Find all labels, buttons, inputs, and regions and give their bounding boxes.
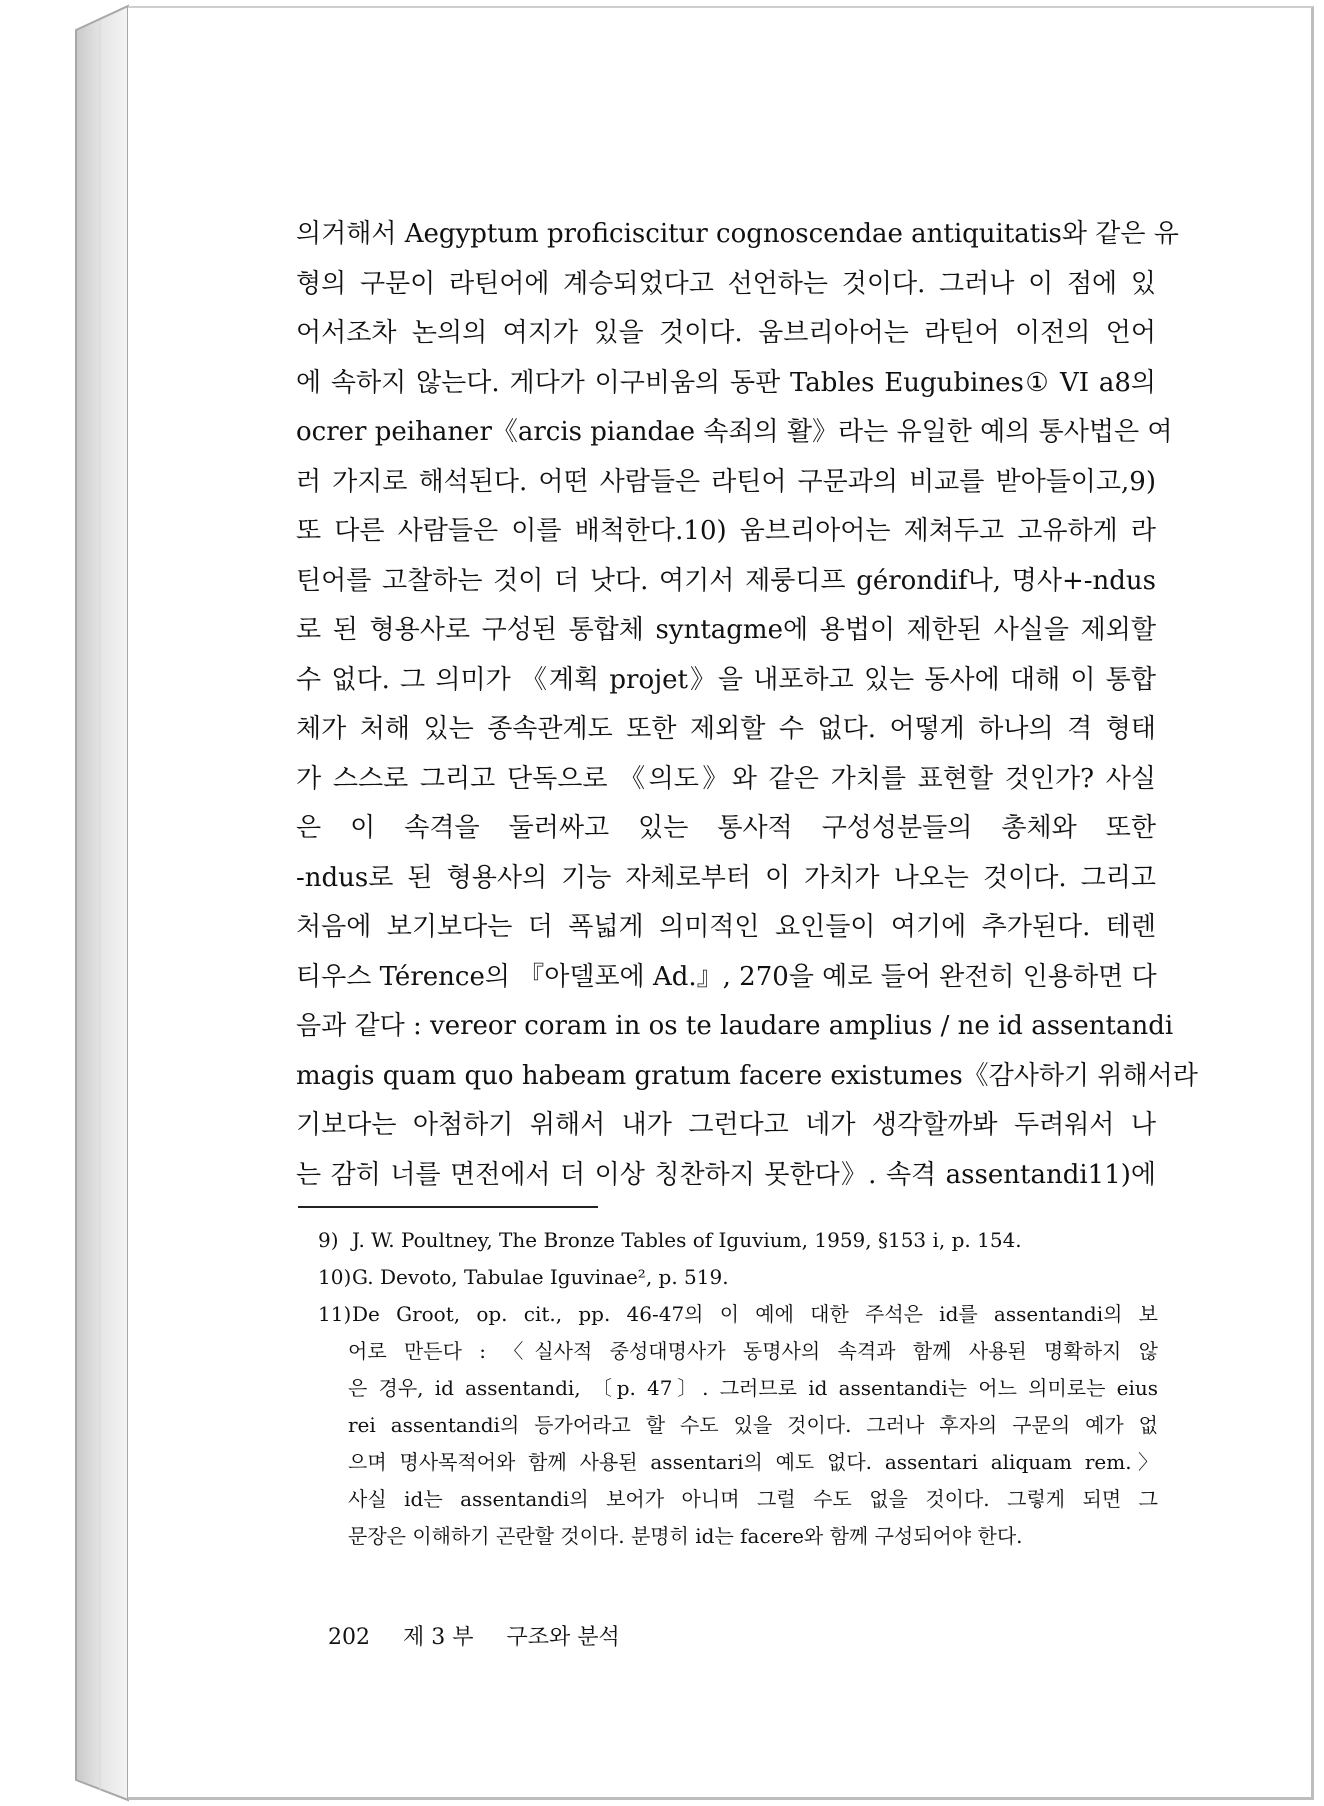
footnote xyxy=(318,1296,1158,1555)
body-line: 기보다는 아첨하기 위해서 내가 그런다고 네가 생각할까봐 두려워서 나 xyxy=(296,1110,1156,1140)
body-line: 음과 같다 : vereor coram in os te laudare amplius / ne id assentandi xyxy=(296,1011,1174,1041)
footnotes xyxy=(318,1222,1158,1555)
footnote-line: 어로 만든다 : 〈실사적 중성대명사가 동명사의 속격과 함께 사용된 명확하지 않 xyxy=(348,1339,1158,1363)
footnote-number: 11) xyxy=(318,1302,352,1326)
footnote-line: 으며 명사목적어와 함께 사용된 assentari의 예도 없다. assentari aliquam rem.〉 xyxy=(348,1450,1158,1474)
footnote-text: De Groot, op. cit., pp. 46-47의 이 예에 대한 주석은 id를 assentandi의 보 xyxy=(352,1302,1158,1326)
part-label: 제 3 부 xyxy=(403,1625,474,1650)
body-line: ocrer peihaner《arcis piandae 속죄의 활》라는 유일한 예의 통사법은 여 xyxy=(296,417,1173,447)
body-line: 의거해서 Aegyptum proficiscitur cognoscendae antiquitatis와 같은 유 xyxy=(296,219,1179,249)
body-line: 에 속하지 않는다. 게다가 이구비움의 동판 Tables Eugubines① VI a8의 xyxy=(296,367,1156,398)
body-line: 처음에 보기보다는 더 폭넓게 의미적인 요인들이 여기에 추가된다. 테렌 xyxy=(296,912,1156,942)
body-line: -ndus로 된 형용사의 기능 자체로부터 이 가치가 나오는 것이다. 그리고 xyxy=(296,862,1156,893)
footnote-text: G. Devoto, Tabulae Iguvinae², p. 519. xyxy=(352,1265,729,1289)
body-line: 또 다른 사람들은 이를 배척한다.10) 움브리아어는 제쳐두고 고유하게 라 xyxy=(296,516,1156,546)
footnote xyxy=(318,1222,1158,1259)
footnote-line xyxy=(318,1222,1158,1259)
body-line: 틴어를 고찰하는 것이 더 낫다. 여기서 제룽디프 gérondif나, 명사+-ndus xyxy=(296,565,1156,596)
body-text xyxy=(296,210,1198,1200)
body-line: 수 없다. 그 의미가 《계획 projet》을 내포하고 있는 동사에 대해 이 통합 xyxy=(296,664,1156,695)
footnote-number: 10) xyxy=(318,1265,352,1289)
footnote-line: 은 경우, id assentandi, 〔p. 47〕. 그러므로 id assentandi는 어느 의미로는 eius xyxy=(348,1376,1158,1400)
footnote-number: 9) xyxy=(318,1228,339,1252)
footnote xyxy=(318,1259,1158,1296)
body-line: 체가 처해 있는 종속관계도 또한 제외할 수 없다. 어떻게 하나의 격 형태 xyxy=(296,714,1156,744)
body-line: 어서조차 논의의 여지가 있을 것이다. 움브리아어는 라틴어 이전의 언어 xyxy=(296,318,1156,348)
footnote-line: 문장은 이해하기 곤란할 것이다. 분명히 id는 facere와 함께 구성되어야 한다. xyxy=(348,1524,1023,1548)
body-line: magis quam quo habeam gratum facere existumes《감사하기 위해서라 xyxy=(296,1060,1198,1091)
page-footer xyxy=(328,1620,646,1651)
footnote-text: J. W. Poultney, The Bronze Tables of Iguvium, 1959, §153 i, p. 154. xyxy=(352,1228,1022,1252)
body-line: 형의 구문이 라틴어에 계승되었다고 선언하는 것이다. 그러나 이 점에 있 xyxy=(296,268,1156,299)
body-line: 가 스스로 그리고 단독으로 《의도》와 같은 가치를 표현할 것인가? 사실 xyxy=(296,763,1156,794)
body-line: 러 가지로 해석된다. 어떤 사람들은 라틴어 구문과의 비교를 받아들이고,9) xyxy=(296,466,1156,497)
body-line: 로 된 형용사로 구성된 통합체 syntagme에 용법이 제한된 사실을 제외할 xyxy=(296,615,1156,645)
part-title: 구조와 분석 xyxy=(506,1625,620,1650)
footnote-divider xyxy=(298,1206,598,1208)
body-line: 는 감히 너를 면전에서 더 이상 칭찬하지 못한다》. 속격 assentandi11)에 xyxy=(296,1159,1156,1190)
footnote-line xyxy=(318,1259,1158,1296)
footnote-line xyxy=(318,1296,1158,1333)
footnote-line: rei assentandi의 등가어라고 할 수도 있을 것이다. 그러나 후자의 구문의 예가 없 xyxy=(348,1413,1158,1437)
body-line: 티우스 Térence의 『아델포에 Ad.』, 270을 예로 들어 완전히 인용하면 다 xyxy=(296,961,1157,992)
footnote-line: 사실 id는 assentandi의 보어가 아니며 그럴 수도 없을 것이다. 그렇게 되면 그 xyxy=(348,1487,1158,1511)
body-line: 은 이 속격을 둘러싸고 있는 통사적 구성성분들의 총체와 또한 xyxy=(296,813,1156,843)
page-number: 202 xyxy=(328,1625,370,1650)
